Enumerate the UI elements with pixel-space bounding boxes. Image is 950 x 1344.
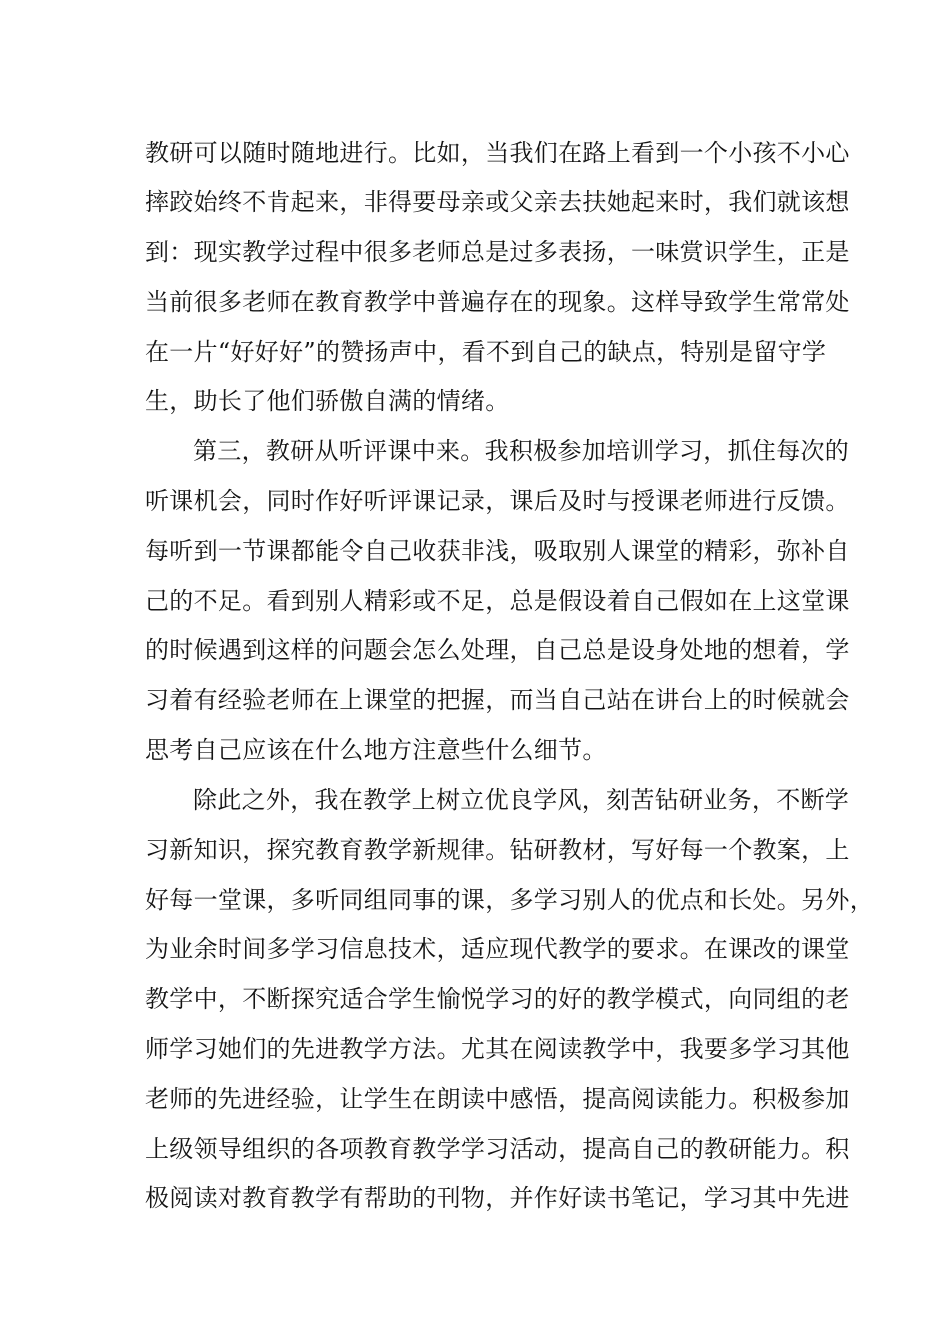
text-line: 为业余时间多学习信息技术，适应现代教学的要求。在课改的课堂 — [145, 935, 850, 963]
text-line: 己的不足。看到别人精彩或不足，总是假设着自己假如在上这堂课 — [145, 587, 850, 615]
text-line: 好每一堂课，多听同组同事的课，多学习别人的优点和长处。另外， — [145, 886, 874, 914]
text-line: 师学习她们的先进教学方法。尤其在阅读教学中，我要多学习其他 — [145, 1035, 850, 1063]
text-line: 极阅读对教育教学有帮助的刊物，并作好读书笔记，学习其中先进 — [145, 1184, 850, 1212]
text-line: 在一片“好好好”的赞扬声中，看不到自己的缺点，特别是留守学 — [145, 338, 827, 366]
text-line: 当前很多老师在教育教学中普遍存在的现象。这样导致学生常常处 — [145, 288, 850, 316]
paragraph-first-line: 除此之外，我在教学上树立优良学风，刻苦钻研业务，不断学 — [193, 786, 850, 814]
paragraph-first-line: 第三，教研从听评课中来。我积极参加培训学习，抓住每次的 — [193, 437, 850, 465]
text-line: 每听到一节课都能令自己收获非浅，吸取别人课堂的精彩，弥补自 — [145, 537, 850, 565]
text-line: 习着有经验老师在上课堂的把握，而当自己站在讲台上的时候就会 — [145, 686, 850, 714]
text-line: 到：现实教学过程中很多老师总是过多表扬，一味赏识学生，正是 — [145, 238, 850, 266]
text-line: 生，助长了他们骄傲自满的情绪。 — [145, 387, 510, 415]
text-line: 习新知识，探究教育教学新规律。钻研教材，写好每一个教案，上 — [145, 836, 850, 864]
text-line: 老师的先进经验，让学生在朗读中感悟，提高阅读能力。积极参加 — [145, 1085, 850, 1113]
text-line: 听课机会，同时作好听评课记录，课后及时与授课老师进行反馈。 — [145, 487, 850, 515]
text-line: 教学中，不断探究适合学生愉悦学习的好的教学模式，向同组的老 — [145, 985, 850, 1013]
text-line: 摔跤始终不肯起来，非得要母亲或父亲去扶她起来时，我们就该想 — [145, 188, 850, 216]
text-line: 的时候遇到这样的问题会怎么处理，自己总是设身处地的想着，学 — [145, 636, 850, 664]
text-line: 教研可以随时随地进行。比如，当我们在路上看到一个小孩不小心 — [145, 139, 850, 167]
text-line: 思考自己应该在什么地方注意些什么细节。 — [145, 736, 607, 764]
text-line: 上级领导组织的各项教育教学学习活动，提高自己的教研能力。积 — [145, 1135, 850, 1163]
